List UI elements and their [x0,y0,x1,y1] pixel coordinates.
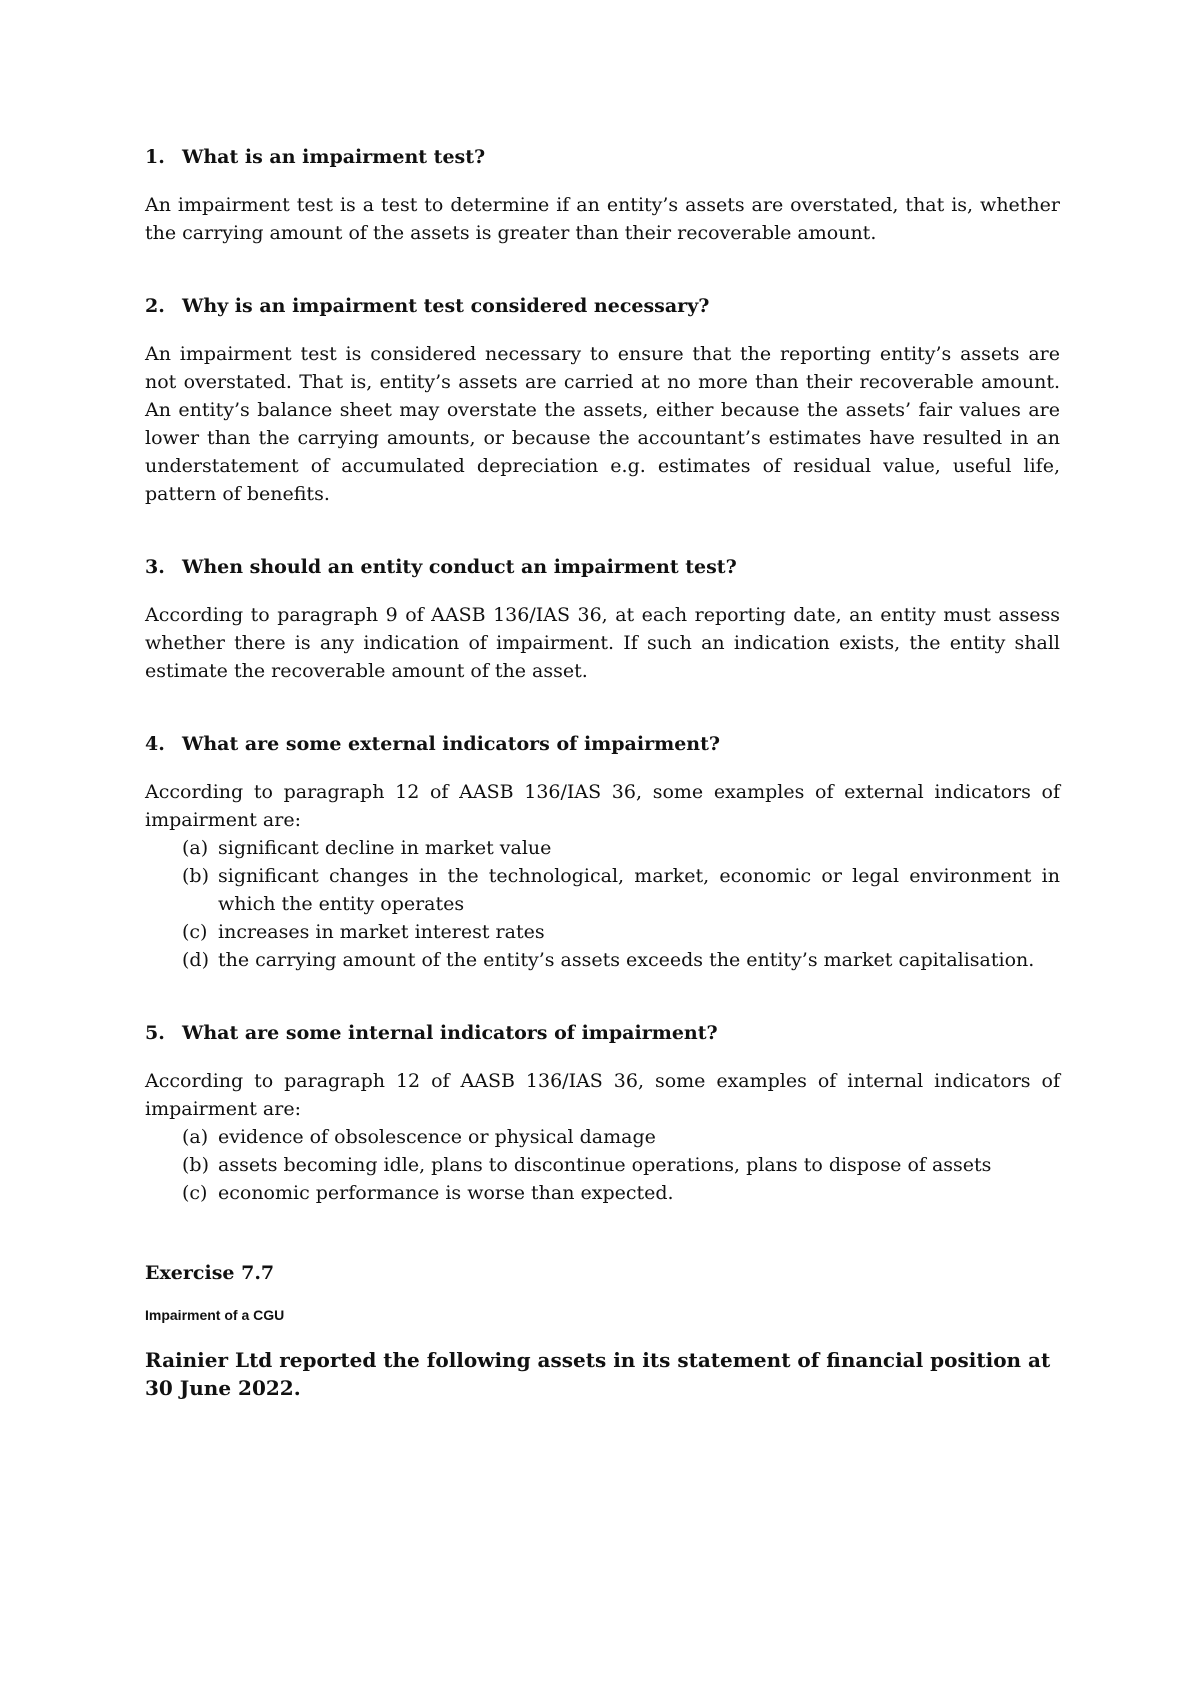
question-text: What are some external indicators of impairment? [182,733,721,755]
answer-paragraph: According to paragraph 12 of AASB 136/IAS 36, some examples of external indicators of impairment are: [145,781,1060,831]
question-2 [145,292,1060,508]
list-item [145,1179,1060,1207]
list-item-text: evidence of obsolescence or physical damage [218,1126,656,1148]
answer-paragraph: According to paragraph 12 of AASB 136/IAS 36, some examples of internal indicators of impairment are: [145,1070,1060,1120]
list-item [145,834,1060,862]
question-number: 1. [145,146,165,168]
question-heading [145,553,1060,581]
list-item-label: (b) [182,1154,209,1176]
question-4 [145,730,1060,974]
question-heading [145,1019,1060,1047]
list-item-text: significant changes in the technological, market, economic or legal environment in which the entity operates [218,865,1060,915]
question-1 [145,143,1060,247]
question-heading [145,292,1060,320]
exercise-title: Exercise 7.7 [145,1262,275,1284]
question-heading [145,730,1060,758]
answer-paragraph: According to paragraph 9 of AASB 136/IAS 36, at each reporting date, an entity must assess whether there is any indication of impairment. If such an indication exists, the entity shall estimate the recoverable amount of the asset. [145,604,1060,682]
list-item-text: increases in market interest rates [218,921,545,943]
list-item [145,1123,1060,1151]
indicator-list [145,1123,1060,1207]
answer-paragraph: An impairment test is a test to determine if an entity’s assets are overstated, that is, whether the carrying amount of the assets is greater than their recoverable amount. [145,194,1060,244]
question-number: 2. [145,295,165,317]
list-item-label: (a) [182,837,209,859]
indicator-list [145,834,1060,974]
exercise-section [145,1259,1060,1402]
list-item-text: the carrying amount of the entity’s assets exceeds the entity’s market capitalisation. [218,949,1035,971]
question-text: When should an entity conduct an impairment test? [182,556,737,578]
list-item [145,1151,1060,1179]
list-item [145,862,1060,918]
document-page [145,143,1060,1402]
answer-paragraph: An impairment test is considered necessary to ensure that the reporting entity’s assets are not overstated. That is, entity’s assets are carried at no more than their recoverable amount. An entity’s balance sheet may overstate the assets, either because the assets’ fair values are lower than the carrying amounts, or because the accountant’s estimates have resulted in an understatement of accumulated depreciation e.g. estimates of residual value, useful life, pattern of benefits. [145,343,1060,505]
question-number: 4. [145,733,165,755]
list-item-label: (c) [182,1182,208,1204]
list-item-label: (d) [182,949,209,971]
question-number: 3. [145,556,165,578]
list-item-text: assets becoming idle, plans to discontinue operations, plans to dispose of assets [218,1154,992,1176]
question-text: Why is an impairment test considered necessary? [182,295,710,317]
question-3 [145,553,1060,685]
list-item [145,918,1060,946]
list-item-label: (a) [182,1126,209,1148]
exercise-subtitle: Impairment of a CGU [145,1307,285,1323]
list-item-text: significant decline in market value [218,837,552,859]
question-heading [145,143,1060,171]
question-number: 5. [145,1022,165,1044]
question-5 [145,1019,1060,1207]
list-item-label: (c) [182,921,208,943]
exercise-body: Rainier Ltd reported the following assets in its statement of financial position at 30 June 2022. [145,1348,1051,1400]
question-text: What is an impairment test? [182,146,486,168]
list-item-text: economic performance is worse than expected. [218,1182,674,1204]
list-item-label: (b) [182,865,209,887]
list-item [145,946,1060,974]
question-text: What are some internal indicators of impairment? [182,1022,718,1044]
